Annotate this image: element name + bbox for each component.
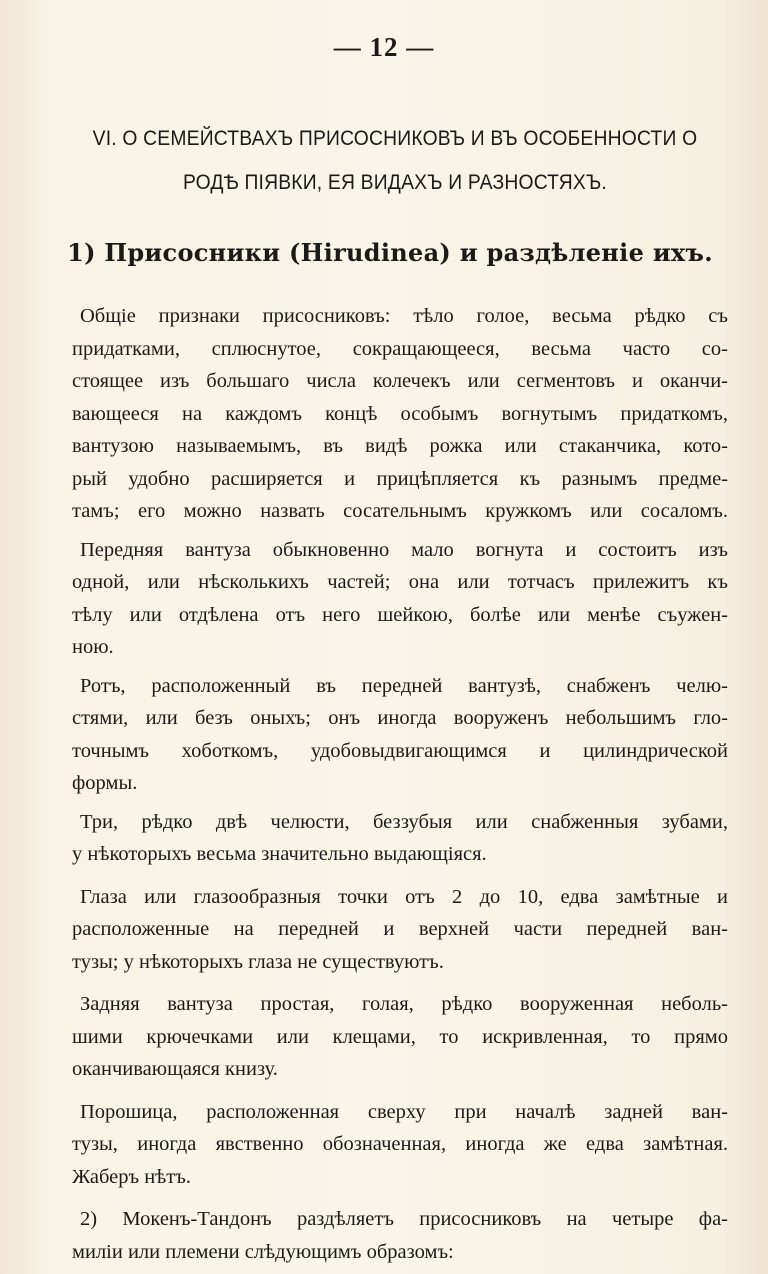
paragraph (72, 300, 728, 528)
text-line: шими крючечками или клещами, то искривленная, то прямо (72, 1025, 728, 1048)
text-line: придатками, сплюснутое, сокращающееся, весьма часто со- (72, 337, 728, 360)
text-line: тѣлу или отдѣлена отъ него шейкою, болѣе или менѣе съужен- (72, 603, 728, 626)
text-line: Общіе признаки присосниковъ: тѣло голое, весьма рѣдко съ (80, 305, 728, 327)
text-line: тузы, иногда явственно обозначенная, иногда же едва замѣтная. (72, 1133, 728, 1155)
text-line: стями, или безъ оныхъ; онъ иногда вооруженъ небольшимъ гло- (72, 707, 728, 729)
section-heading: 1) Присосники (Hirudinea) и раздѣленіе ихъ. (67, 238, 713, 267)
paragraph (72, 534, 728, 664)
text-line: вантузою называемымъ, въ видѣ рожка или стаканчика, кото- (72, 435, 728, 457)
text-line: Три, рѣдко двѣ челюсти, беззубыя или снабженныя зубами, (80, 810, 728, 833)
text-line: стоящее изъ большаго числа колечекъ или сегментовъ и оканчи- (72, 370, 728, 392)
text-line: расположенные на передней и верхней части передней ван- (72, 918, 728, 940)
text-line: оканчивающаяся книзу. (72, 1058, 278, 1080)
text-line: формы. (72, 772, 138, 794)
text-line: 2) Мокенъ-Тандонъ раздѣляетъ присосниковъ на четыре фа- (80, 1208, 728, 1230)
paragraph (72, 881, 728, 979)
text-line: точнымъ хоботкомъ, удобовыдвигающимся и цилиндрической (72, 739, 728, 762)
text-line: тамъ; его можно назвать сосательнымъ кружкомъ или сосаломъ. (72, 500, 728, 522)
text-line: ною. (72, 636, 114, 658)
text-line: Порошица, расположенная сверху при началѣ задней ван- (80, 1100, 728, 1123)
text-line: рый удобно расширяется и прицѣпляется къ разнымъ предме- (72, 467, 728, 490)
text-line: одной, или нѣсколькихъ частей; она или тотчасъ прилежитъ къ (72, 571, 728, 593)
text-line: Ротъ, расположенный въ передней вантузѣ, снабженъ челю- (80, 674, 728, 697)
chapter-title-line: РОДѢ ПІЯВКИ, ЕЯ ВИДАХЪ И РАЗНОСТЯХЪ. (182, 171, 607, 194)
paragraph (72, 1203, 728, 1268)
text-line: вающееся на каждомъ концѣ особымъ вогнутымъ придаткомъ, (72, 402, 728, 425)
chapter-title (78, 117, 713, 205)
paragraph (72, 670, 728, 800)
body-text (72, 300, 728, 1268)
paragraph (72, 806, 728, 871)
text-line: Жаберъ нѣтъ. (72, 1165, 191, 1188)
text-line: Задняя вантуза простая, голая, рѣдко вооруженная неболь- (80, 993, 728, 1015)
text-line: Глаза или глазообразныя точки отъ 2 до 10, едва замѣтные и (80, 885, 728, 908)
paragraph (72, 988, 728, 1086)
paragraph (72, 1096, 728, 1194)
text-line: миліи или племени слѣдующимъ образомъ: (72, 1240, 454, 1263)
text-line: Передняя вантуза обыкновенно мало вогнута и состоитъ изъ (80, 538, 728, 561)
chapter-title-line: VI. О СЕМЕЙСТВАХЪ ПРИСОСНИКОВЪ И ВЪ ОСОБЕННОСТИ О (92, 127, 698, 150)
text-line: у нѣкоторыхъ весьма значительно выдающіяся. (72, 843, 487, 865)
text-line: тузы; у нѣкоторыхъ глаза не существуютъ. (72, 950, 444, 973)
page-number: — 12 — (333, 32, 435, 62)
